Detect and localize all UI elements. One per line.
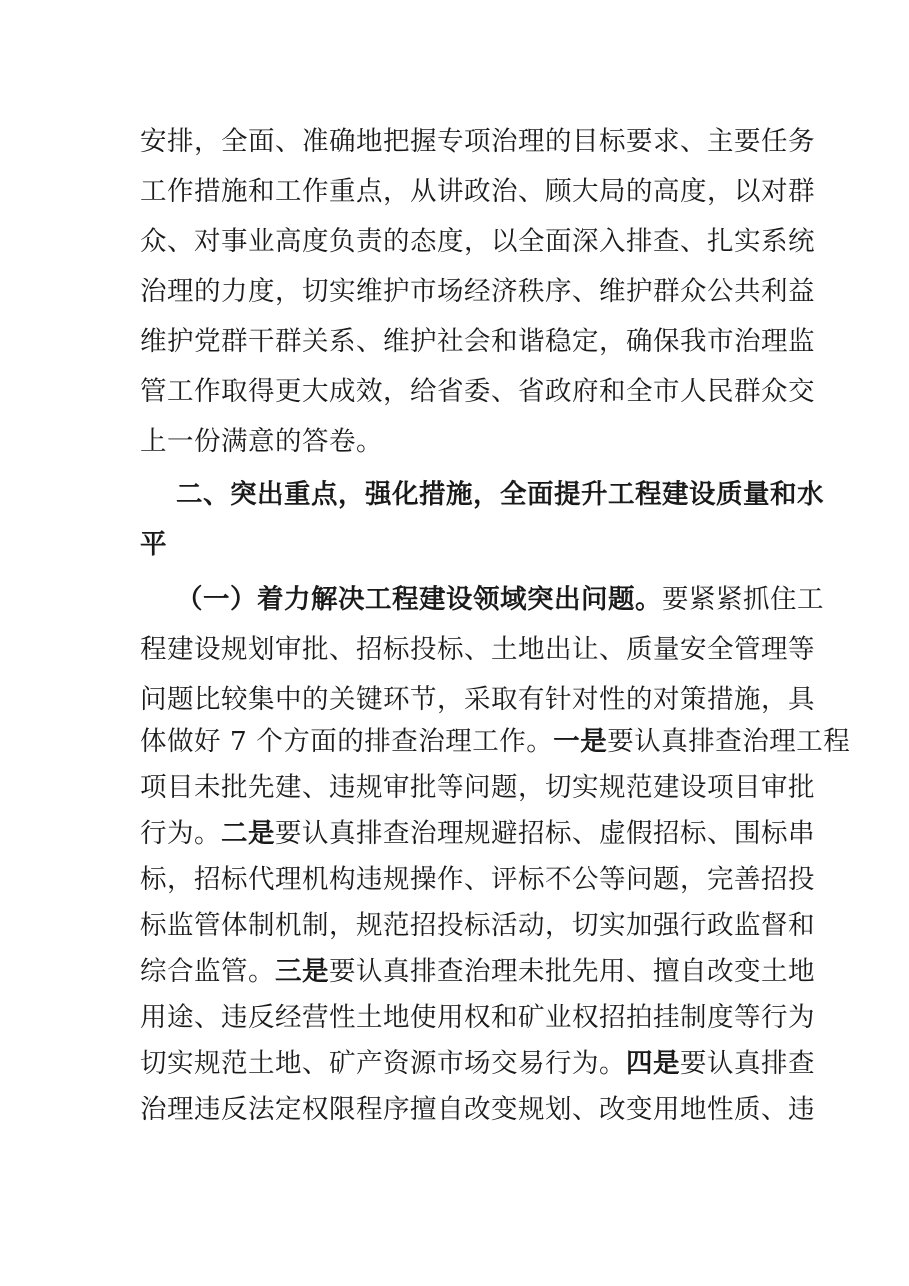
paragraph-line: 治理的力度，切实维护市场经济秩序、维护群众公共利益 [140,276,815,307]
paragraph-line: 标监管体制机制，规范招投标活动，切实加强行政监督和 [140,910,815,941]
paragraph-line: 管工作取得更大成效，给省委、省政府和全市人民群众交 [140,376,815,407]
paragraph-text: 要认真排查治理规避招标、虚假招标、围标串 [275,818,815,849]
item-marker: 一是 [553,726,608,757]
paragraph-line [140,719,851,765]
section-heading: 二、突出重点，强化措施，全面提升工程建设质量和水 [176,479,824,510]
paragraph-line: 标，招标代理机构违规操作、评标不公等问题，完善招投 [140,864,815,895]
paragraph-line: 安排，全面、准确地把握专项治理的目标要求、主要任务 [140,126,815,157]
paragraph-text: 要认真排查治理未批先用、擅自改变土地 [329,956,815,987]
paragraph-text: 综合监管。 [140,956,275,987]
subsection-heading: （一）着力解决工程建设领域突出问题。 [176,584,662,615]
paragraph-line: 程建设规划审批、招标投标、土地出让、质量安全管理等 [140,634,815,665]
section-heading-continued: 平 [140,529,167,560]
paragraph-line [140,1041,815,1087]
paragraph-line: 治理违反法定权限程序擅自改变规划、改变用地性质、违 [140,1094,815,1125]
paragraph-line: 项目未批先建、违规审批等问题，切实规范建设项目审批 [140,772,815,803]
paragraph-line [140,811,815,857]
paragraph-text: 切实规范土地、矿产资源市场交易行为。 [140,1048,626,1079]
paragraph-text: 要紧紧抓住工 [662,584,824,615]
paragraph-text: 行为。 [140,818,221,849]
paragraph-line: 上一份满意的答卷。 [140,426,383,457]
paragraph-line: 工作措施和工作重点，从讲政治、顾大局的高度，以对群 [140,176,815,207]
paragraph-line: 众、对事业高度负责的态度，以全面深入排查、扎实系统 [140,226,815,257]
paragraph-line [140,949,815,995]
paragraph-line: 用途、违反经营性土地使用权和矿业权招拍挂制度等行为 [140,1002,815,1033]
paragraph-text: 体做好 7 个方面的排查治理工作。 [140,726,554,757]
item-marker: 二是 [221,818,275,849]
paragraph-line [176,577,824,623]
item-marker: 四是 [626,1048,680,1079]
item-marker: 三是 [275,956,329,987]
paragraph-line: 问题比较集中的关键环节，采取有针对性的对策措施，具 [140,684,815,715]
paragraph-text: 要认真排查 [680,1048,815,1079]
paragraph-line: 维护党群干群关系、维护社会和谐稳定，确保我市治理监 [140,326,815,357]
paragraph-text: 要认真排查治理工程 [607,726,851,757]
